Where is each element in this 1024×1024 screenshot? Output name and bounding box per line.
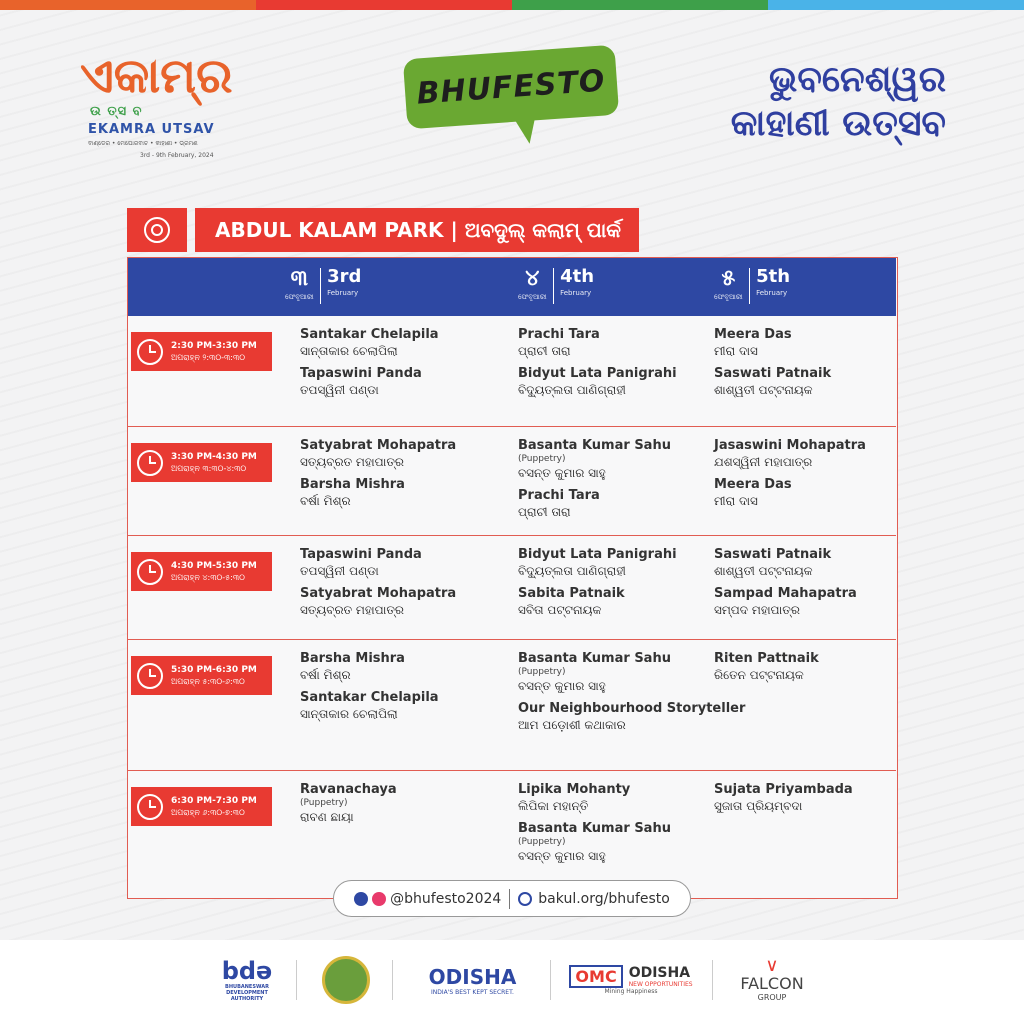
ekamra-logo-mark: ଏକାମ୍ର [80,48,233,104]
storyteller-name: Lipika Mohanty [518,782,631,797]
storyteller-entry [714,476,866,510]
day-ordinal: 4th [560,266,595,287]
odisha-name: ODISHA [428,964,517,989]
storyteller-entry [518,585,677,619]
storyteller-entry [300,650,439,684]
sponsor-divider [550,960,551,1000]
storyteller-name-odia: ସତ୍ୟବ୍ରତ ମହାପାତ୍ର [300,455,405,469]
falcon-logo [732,952,812,1008]
time-slot-odia: ଅପରାହ୍ନ ୬:୩୦-୭:୩୦ [171,808,245,817]
time-slot-odia: ଅପରାହ୍ନ ୫:୩୦-୬:୩୦ [171,677,245,686]
storyteller-name: Prachi Tara [518,488,600,503]
storyteller-entry [714,650,819,684]
time-slot-odia: ଅପରାହ୍ନ ୪:୩୦-୫:୩୦ [171,573,245,582]
storyteller-name: Saswati Patnaik [714,547,832,562]
storyteller-entry [518,781,671,815]
time-slot-badge [131,656,272,695]
day-number-odia: ୩ [290,266,308,291]
odisha-tourism-logo [410,952,535,1008]
schedule-header [128,258,896,316]
omc-tagline: Mining Happiness [604,988,658,995]
time-slot-odia: ଅପରାହ୍ନ ୨:୩୦-୩:୩୦ [171,353,246,362]
schedule-cell [300,650,439,728]
bmc-logo [318,952,374,1008]
schedule-cell [300,437,456,515]
storyteller-name: Saswati Patnaik [714,366,832,381]
day-month: February [327,289,359,297]
storyteller-entry [714,546,857,580]
ekamra-utsav-odia: ଉ ତ୍ସ ବ [90,104,143,119]
storyteller-name-odia: ବସନ୍ତ କୁମାର ସାହୁ [518,466,606,480]
top-bar-segment [256,0,512,10]
storyteller-entry [300,585,456,619]
globe-icon [518,892,532,906]
storyteller-name: Barsha Mishra [300,651,405,666]
top-bar-segment [0,0,256,10]
storyteller-name-odia: ମୀରା ଦାସ [714,494,758,508]
day-separator [553,268,555,304]
schedule-row [128,771,896,897]
clock-icon [137,339,163,365]
storyteller-name-odia: ସାନ୍ତାକାର ଚେଲାପିଲା [300,344,398,358]
storyteller-name-odia: ବର୍ଷା ମିଶ୍ର [300,494,351,508]
storyteller-name: Basanta Kumar Sahu [518,821,671,836]
omc-odisha-block [629,965,693,988]
clock-icon [137,663,163,689]
day-month-odia: ଫେବୃଆରୀ [285,293,314,301]
sponsor-divider [296,960,297,1000]
day-number-odia: ୫ [721,266,736,291]
time-slot-en: 4:30 PM-5:30 PM [171,561,257,571]
storyteller-name-odia: ମୀରା ଦାସ [714,344,758,358]
storyteller-name-odia: ରିତେନ ପଟ୍ଟନାୟକ [714,668,804,682]
storyteller-name-odia: ଲିପିକା ମହାନ୍ତି [518,799,589,813]
storyteller-name: Meera Das [714,477,792,492]
social-divider [509,889,510,909]
storyteller-name: Our Neighbourhood Storyteller [518,701,746,716]
day-number-odia: ୪ [525,266,540,291]
storyteller-entry [300,476,456,510]
storyteller-entry [300,781,397,826]
storyteller-entry [300,437,456,471]
bhufesto-bubble: BHUFESTO [403,45,619,130]
storyteller-name-odia: ପ୍ରାଚୀ ତାରା [518,505,571,519]
storyteller-name-odia: ବିଦ୍ୟୁତ୍‌ଲତା ପାଣିଗ୍ରାହୀ [518,383,626,397]
omc-odisha: ODISHA [628,965,691,981]
performance-type: (Puppetry) [518,837,566,847]
schedule-row [128,316,896,427]
storyteller-entry [518,546,677,580]
schedule-table [127,257,898,899]
storyteller-name: Meera Das [714,327,792,342]
day-ordinal: 3rd [327,266,362,287]
storyteller-name-odia: ବସନ୍ତ କୁମାର ସାହୁ [518,679,606,693]
time-slot-badge [131,332,272,371]
storyteller-entry [300,365,439,399]
storyteller-name-odia: ଶାଶ୍ୱତୀ ପଟ୍ଟନାୟକ [714,564,813,578]
schedule-cell [518,326,677,404]
day-separator [320,268,322,304]
schedule-cell [714,650,819,689]
performance-type: (Puppetry) [518,667,566,677]
bhufesto-logo [405,52,620,150]
ekamra-tagline: ବାଣ୍ଡେର • ମେଘୋରବାଚ • କାହାଣୀ • ଭ୍ରମଣ [88,140,198,147]
omc-logo [566,952,696,1008]
schedule-cell [714,437,866,515]
schedule-cell [714,546,857,624]
odisha-tagline: INDIA'S BEST KEPT SECRET. [431,988,514,996]
storyteller-entry [714,781,853,815]
storyteller-name-odia: ରାବଣ ଛାୟା [300,810,354,824]
storyteller-name-odia: ତପସ୍ୱିନୀ ପଣ୍ଡା [300,383,379,397]
sponsor-divider [712,960,713,1000]
storyteller-name: Barsha Mishra [300,477,405,492]
storyteller-name: Basanta Kumar Sahu [518,651,671,666]
storyteller-name: Tapaswini Panda [300,366,422,381]
social-bar [333,880,691,917]
storyteller-name-odia: ସାନ୍ତାକାର ଚେଲାପିଲା [300,707,398,721]
storyteller-name: Bidyut Lata Panigrahi [518,366,677,381]
storyteller-name-odia: ବସନ୍ତ କୁମାର ସାହୁ [518,849,606,863]
day-ordinal: 5th [756,266,791,287]
schedule-cell [518,546,677,624]
falcon-bird-icon: ∨ [765,955,779,976]
storyteller-entry [518,650,745,695]
storyteller-entry [518,326,677,360]
ekamra-dates: 3rd - 9th February, 2024 [140,152,214,159]
falcon-name: FALCON [740,974,804,993]
storyteller-name: Bidyut Lata Panigrahi [518,547,677,562]
storyteller-entry [518,700,745,734]
schedule-cell [714,326,831,404]
storyteller-name: Sabita Patnaik [518,586,625,601]
performance-type: (Puppetry) [518,454,566,464]
bmc-emblem-icon [322,956,370,1004]
day-header [518,266,594,304]
odia-festival-title [731,58,946,146]
time-slot-badge [131,787,272,826]
storyteller-entry [300,689,439,723]
storyteller-name-odia: ବିଦ୍ୟୁତ୍‌ଲତା ପାଣିଗ୍ରାହୀ [518,564,626,578]
storyteller-entry [714,585,857,619]
top-bar-segment [512,0,768,10]
falcon-group: GROUP [757,993,787,1002]
clock-icon [137,794,163,820]
day-header [285,266,361,304]
storyteller-name: Tapaswini Panda [300,547,422,562]
day-month-odia: ଫେବୃଆରୀ [714,293,743,301]
schedule-cell [714,781,853,820]
instagram-icon[interactable] [372,892,386,906]
storyteller-name-odia: ସତ୍ୟବ୍ରତ ମହାପାତ୍ର [300,603,405,617]
storyteller-name-odia: ପ୍ରାଚୀ ତାରା [518,344,571,358]
facebook-icon[interactable] [354,892,368,906]
storyteller-entry [300,326,439,360]
schedule-row [128,536,896,640]
venue-name: ABDUL KALAM PARK | ଅବଦୁଲ୍ କଲାମ୍ ପାର୍କ [195,208,639,252]
bda-mark: bdə [221,957,273,985]
sponsor-divider [392,960,393,1000]
ekamra-name: EKAMRA UTSAV [88,122,215,137]
day-month: February [756,289,788,297]
schedule-cell [300,546,456,624]
storyteller-name-odia: ଶାଶ୍ୱତୀ ପଟ୍ଟନାୟକ [714,383,813,397]
storyteller-entry [714,437,866,471]
storyteller-name-odia: ସମ୍ପଦ ମହାପାତ୍ର [714,603,800,617]
schedule-cell [518,781,671,870]
time-slot-en: 5:30 PM-6:30 PM [171,665,257,675]
storyteller-name: Jasaswini Mohapatra [714,438,866,453]
venue-banner [127,208,639,252]
storyteller-name: Basanta Kumar Sahu [518,438,671,453]
omc-row [569,965,692,988]
location-pin-icon [127,208,187,252]
storyteller-name: Satyabrat Mohapatra [300,438,457,453]
storyteller-name: Santakar Chelapila [300,327,439,342]
time-slot-en: 3:30 PM-4:30 PM [171,452,257,462]
storyteller-name-odia: ବର୍ଷା ମିଶ୍ର [300,668,351,682]
performance-type: (Puppetry) [300,798,348,808]
schedule-row [128,640,896,771]
bda-text: BHUBANESWAR DEVELOPMENT AUTHORITY [225,984,269,1002]
storyteller-name-odia: ତପସ୍ୱିନୀ ପଣ୍ଡା [300,564,379,578]
social-handle[interactable]: @bhufesto2024 [390,890,502,907]
day-month: February [560,289,592,297]
schedule-cell [518,437,671,526]
schedule-cell [518,650,745,739]
storyteller-name: Santakar Chelapila [300,690,439,705]
odia-title-line1: ଭୁବନେଶ୍ୱର [769,59,946,100]
storyteller-name: Ravanachaya [300,782,397,797]
time-slot-en: 2:30 PM-3:30 PM [171,341,257,351]
storyteller-entry [714,326,831,360]
day-month-odia: ଫେବୃଆରୀ [518,293,547,301]
storyteller-name: Satyabrat Mohapatra [300,586,457,601]
storyteller-entry [300,546,456,580]
time-slot-en: 6:30 PM-7:30 PM [171,796,257,806]
ekamra-utsav-logo [80,48,233,163]
day-separator [749,268,751,304]
schedule-cell [300,781,397,831]
omc-mark: OMC [569,965,622,988]
storyteller-entry [518,820,671,865]
storyteller-entry [518,487,671,521]
day-header [714,266,790,304]
schedule-cell [300,326,439,404]
website-link[interactable]: bakul.org/bhufesto [538,890,670,907]
schedule-row [128,427,896,536]
storyteller-name-odia: ସୁଜାତା ପ୍ରିୟମ୍ବଦା [714,799,803,813]
top-color-bar [0,0,1024,10]
storyteller-name-odia: ଯଶସ୍ୱିନୀ ମହାପାତ୍ର [714,455,813,469]
storyteller-name-odia: ସବିତା ପଟ୍ଟନାୟକ [518,603,602,617]
storyteller-entry [518,437,671,482]
odia-title-line2: କାହାଣୀ ଉତ୍ସବ [730,103,946,144]
omc-sub: NEW OPPORTUNITIES [628,981,693,988]
bda-logo [222,952,272,1008]
time-slot-badge [131,443,272,482]
time-slot-badge [131,552,272,591]
storyteller-name: Prachi Tara [518,327,600,342]
top-bar-segment [768,0,1024,10]
storyteller-name-odia: ଆମ ପଡ଼ୋଶୀ କଥାକାର [518,718,626,732]
storyteller-name: Riten Pattnaik [714,651,819,666]
time-slot-odia: ଅପରାହ୍ନ ୩:୩୦-୪:୩୦ [171,464,247,473]
storyteller-entry [518,365,677,399]
clock-icon [137,450,163,476]
clock-icon [137,559,163,585]
storyteller-entry [714,365,831,399]
storyteller-name: Sujata Priyambada [714,782,853,797]
storyteller-name: Sampad Mahapatra [714,586,857,601]
sponsor-strip [0,940,1024,1024]
